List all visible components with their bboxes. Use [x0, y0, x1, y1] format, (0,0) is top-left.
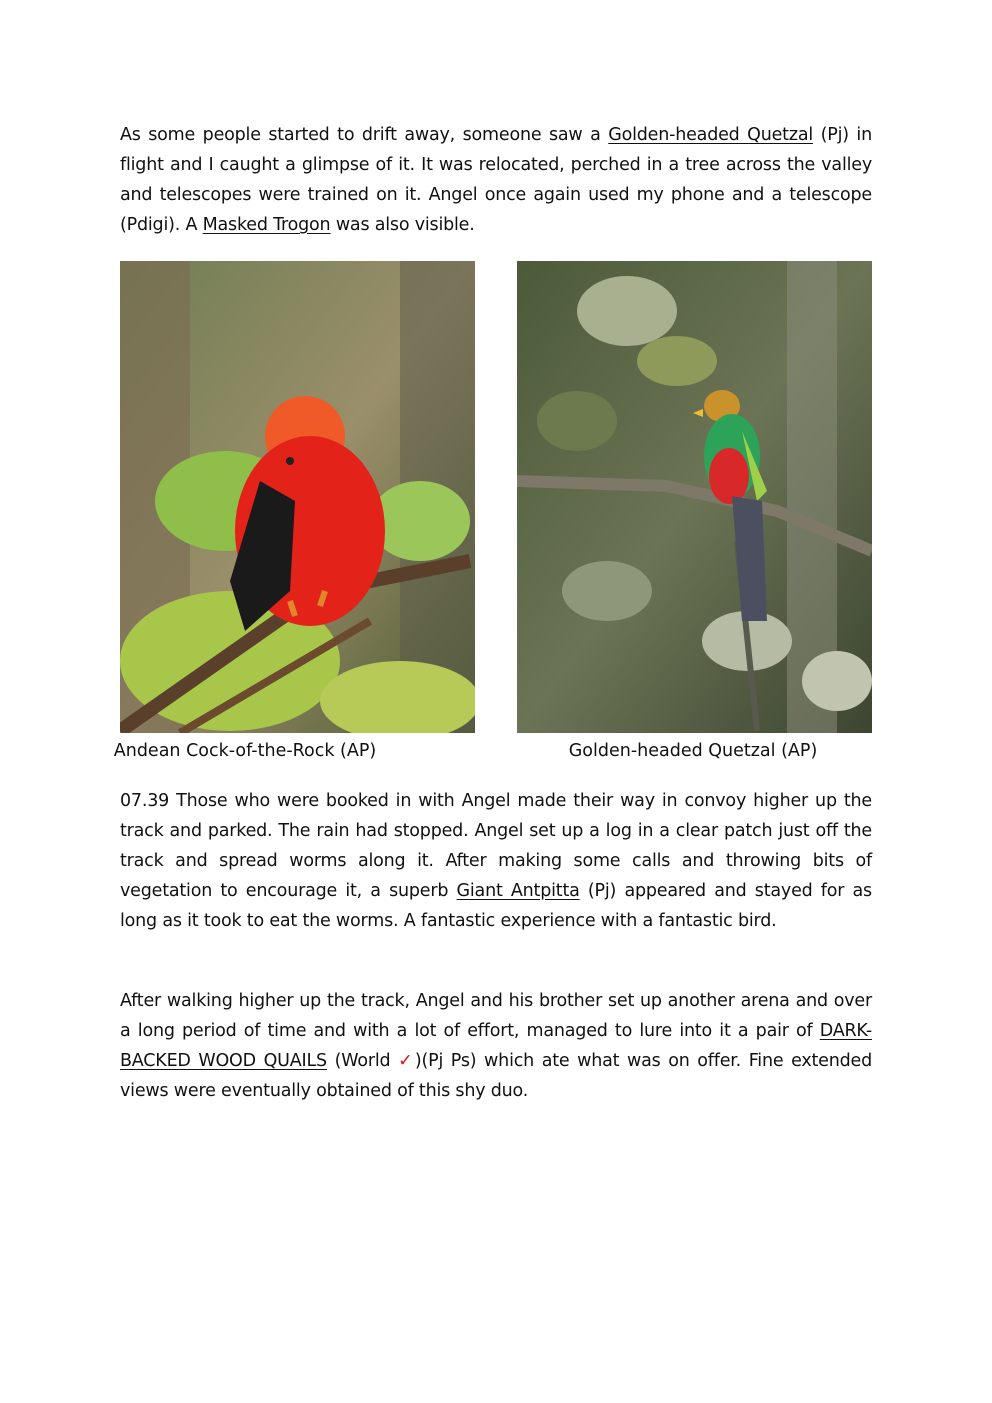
text: (Pj) appeared and stayed for as long as it took to eat the worms. A fantastic experience with a fantastic bird.: [120, 881, 872, 931]
species-golden-headed-quetzal: Golden-headed Quetzal: [608, 125, 814, 145]
text: 07.39 Those who were booked in with Angel made their way in convoy higher up the track and parked. The rain had stopped. Angel set up a log in a clear patch just off the track and spread worms along it. After making some calls and throwing bits of vegetation to encourage it, a superb: [120, 791, 872, 901]
caption-golden-headed-quetzal: Golden-headed Quetzal (AP): [568, 741, 818, 761]
paragraph-wood-quails: [120, 986, 872, 1106]
text: (Pj) in flight and I caught a glimpse of it. It was relocated, perched in a tree across the valley and telescopes were trained on it. Angel once again used my phone and a telescope (Pdigi). A: [120, 125, 872, 235]
text: After walking higher up the track, Angel and his brother set up another arena and over a long period of time and with a lot of effort, managed to lure into it a pair of: [120, 991, 872, 1041]
text: (World: [326, 1051, 399, 1071]
text: )(Pj Ps) which ate what was on offer. Fine extended views were eventually obtained of this shy duo.: [120, 1051, 873, 1101]
paragraph-quetzal: [120, 120, 872, 240]
species-dark-backed-wood-quails: DARK-BACKED WOOD QUAILS: [120, 1021, 872, 1071]
caption-andean-cock-of-the-rock: Andean Cock-of-the-Rock (AP): [113, 741, 377, 761]
paragraph-giant-antpitta: [120, 786, 872, 936]
photo-andean-cock-of-the-rock: [120, 261, 475, 733]
text: As some people started to drift away, someone saw a: [120, 125, 609, 145]
checkmark-icon: ✓: [398, 1051, 415, 1071]
species-masked-trogon: Masked Trogon: [202, 215, 331, 235]
text: was also visible.: [330, 215, 475, 235]
species-giant-antpitta: Giant Antpitta: [456, 881, 580, 901]
photo-golden-headed-quetzal: [517, 261, 872, 733]
